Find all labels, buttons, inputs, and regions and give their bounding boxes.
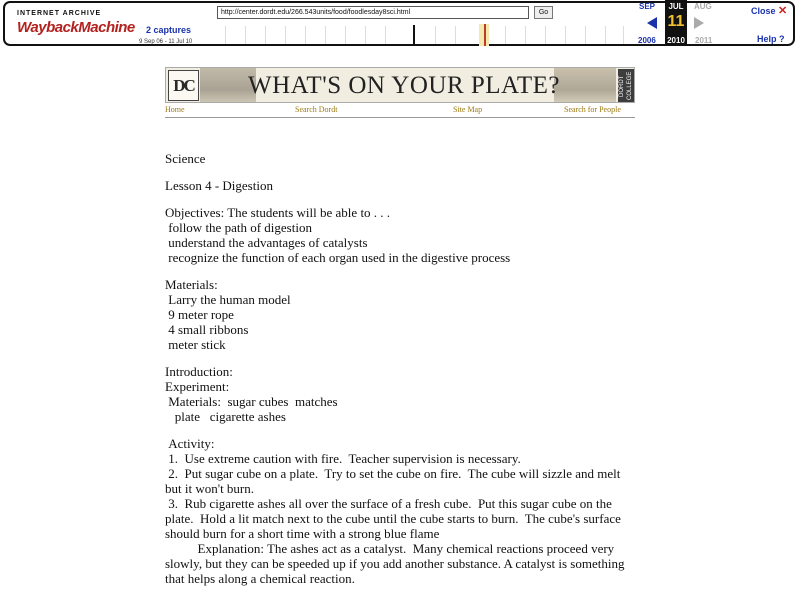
explanation: Explanation: The ashes act as a catalyst. Many chemical reactions proceed very slowly, but they can be speeded up if you add another substance. A catalyst is something that helps along a chemical reaction. [165,541,628,586]
subject-heading: Science [165,151,206,166]
timeline-tick [385,26,386,44]
experiment-materials: Materials: sugar cubes matches [165,394,338,409]
wayback-toolbar [0,0,800,52]
timeline-tick [245,26,246,44]
experiment-materials: plate cigarette ashes [165,409,286,424]
wayback-logo[interactable]: WaybackMachine [17,19,135,36]
close-label: Close [751,6,776,16]
timeline-tick [623,26,624,44]
help-icon: ? [779,34,785,44]
nav-search-dordt[interactable]: Search Dordt [295,105,338,114]
nav-search-people[interactable]: Search for People [564,105,621,114]
introduction-label: Introduction: [165,364,233,379]
experiment-label: Experiment: [165,379,230,394]
capture-timeline[interactable] [217,24,629,46]
site-nav [165,104,635,118]
lesson-title: Lesson 4 - Digestion [165,178,273,193]
material-item: Larry the human model [165,292,291,307]
objectives-intro: Objectives: The students will be able to . . . [165,205,391,220]
captures-link[interactable]: 2 captures [146,25,192,35]
activity-step: 2. Put sugar cube on a plate. Try to set the cube on fire. The cube will sizzle and melt but it won't burn. [165,466,624,496]
timeline-tick [435,26,436,44]
nav-site-map[interactable]: Site Map [453,105,483,114]
objective-item: understand the advantages of catalysts [165,235,368,250]
material-item: 4 small ribbons [165,322,249,337]
site-header [165,67,635,117]
current-year: 2010 [667,36,685,45]
objective-item: follow the path of digestion [165,220,312,235]
internet-archive-label: INTERNET ARCHIVE [17,10,102,17]
current-month: JUL [668,2,684,11]
timeline-tick [455,26,456,44]
timeline-tick [605,26,606,44]
material-item: 9 meter rope [165,307,234,322]
capture-date-range: 9 Sep 06 - 11 Jul 10 [139,39,193,45]
timeline-tick [305,26,306,44]
close-icon: ✕ [778,5,788,17]
banner-photo [554,68,616,103]
timeline-tick [325,26,326,44]
close-button[interactable] [751,4,787,17]
activity-step: 1. Use extreme caution with fire. Teacher supervision is necessary. [165,451,521,466]
help-button[interactable] [757,34,785,44]
timeline-tick [265,26,266,44]
activity-label: Activity: [165,436,215,451]
next-year-label: 2011 [695,36,713,45]
help-label: Help [757,34,777,44]
go-button[interactable]: Go [534,6,553,19]
prev-year-link[interactable]: 2006 [638,36,656,45]
current-capture-date [665,0,687,46]
timeline-tick [585,26,586,44]
lesson-content [165,151,635,586]
nav-home[interactable]: Home [165,105,185,114]
timeline-tick [225,26,226,44]
current-day: 11 [667,13,685,30]
timeline-tick [525,26,526,44]
college-label: DORDT COLLEGE [618,69,634,103]
timeline-tick [345,26,346,44]
prev-month-link[interactable]: SEP [639,2,656,11]
next-month-label: AUG [694,2,712,11]
material-item: meter stick [165,337,226,352]
timeline-tick [505,26,506,44]
site-banner [165,67,635,103]
timeline-tick [365,26,366,44]
prev-capture-arrow-icon[interactable] [647,17,657,29]
timeline-tick [545,26,546,44]
url-input[interactable]: http://center.dordt.edu/266.543units/food/foodlesday8sci.html [217,6,529,19]
dordt-logo[interactable]: DC [168,70,199,101]
next-capture-arrow-icon [694,17,704,29]
timeline-capture-mark[interactable] [413,25,415,45]
site-title: WHAT'S ON YOUR PLATE? [248,72,560,99]
activity-step: 3. Rub cigarette ashes all over the surface of a fresh cube. Put this sugar cube on the plate. Hold a lit match next to the cube until the cube starts to burn. The cube's surface should burn for a short time with a strong blue flame [165,496,625,541]
timeline-current-capture[interactable] [484,24,486,46]
materials-label: Materials: [165,277,218,292]
timeline-tick [565,26,566,44]
timeline-tick [285,26,286,44]
objective-item: recognize the function of each organ used in the digestive process [165,250,511,265]
